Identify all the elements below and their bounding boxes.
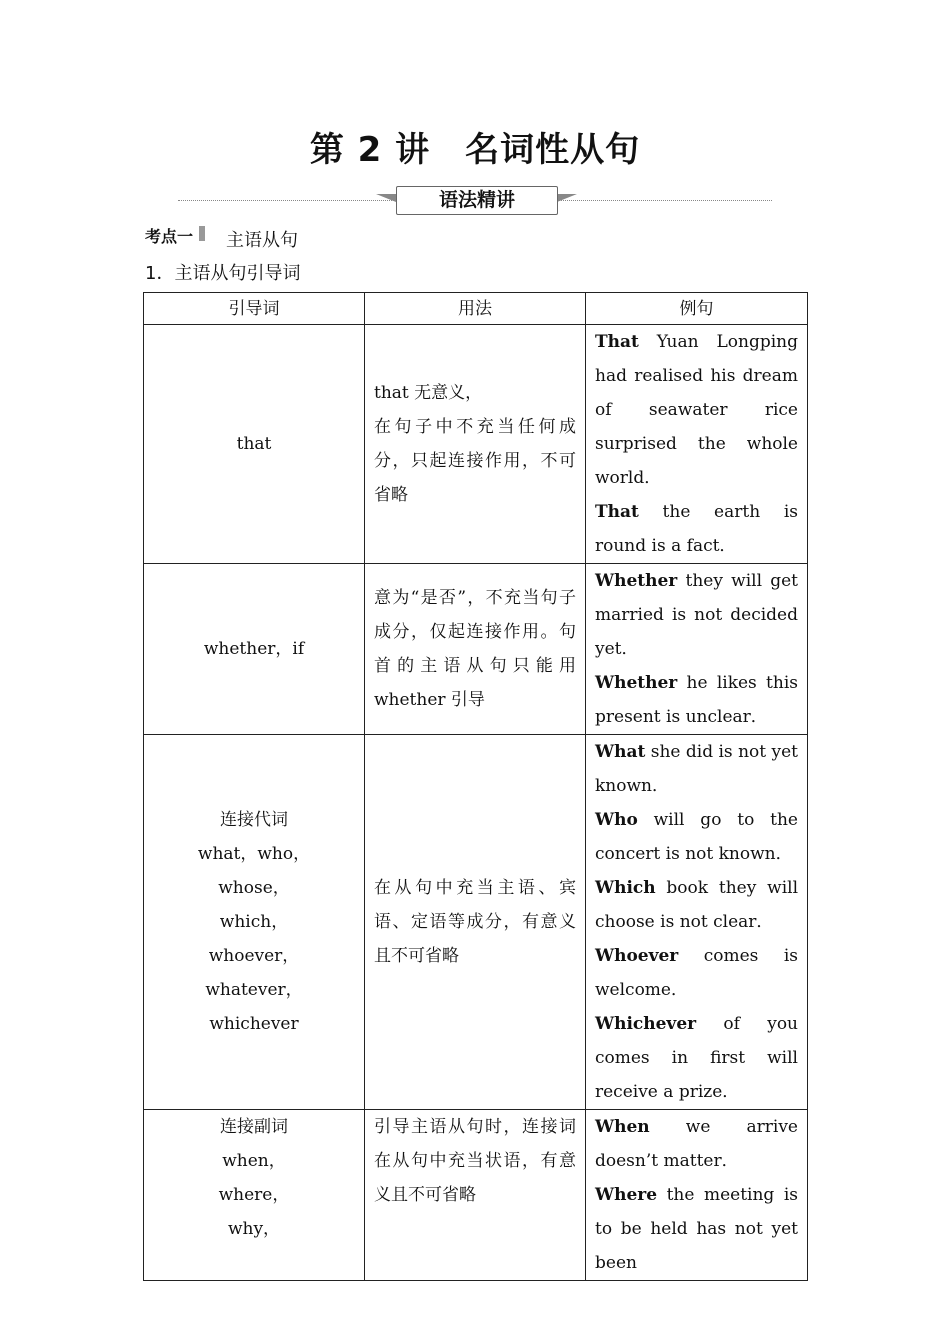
kaodian-marker	[199, 226, 205, 241]
usage-text: 在从句中充当主语、宾语、定语等成分，有意义且不可省略	[374, 878, 576, 966]
example-sentence	[595, 735, 798, 803]
example-keyword: Where	[595, 1185, 658, 1205]
example-keyword: Which	[595, 878, 656, 898]
example-rest: comes is welcome．	[595, 946, 798, 1000]
grammar-table	[143, 292, 808, 1281]
header-cell: 例句	[586, 293, 808, 325]
example-keyword: Whichever	[595, 1014, 697, 1034]
example-rest: we arrive doesn’t matter．	[595, 1117, 798, 1171]
connector-word: whose，	[218, 878, 290, 898]
example-sentence	[595, 495, 798, 563]
connector-cell	[144, 325, 365, 564]
section-banner	[178, 186, 772, 216]
banner-label: 语法精讲	[396, 186, 558, 215]
subheading: 1．主语从句引导词	[145, 263, 301, 284]
example-keyword: Whether	[595, 571, 678, 591]
usage-cell	[365, 735, 586, 1110]
example-keyword: When	[595, 1117, 650, 1137]
example-rest: she did is not yet known．	[595, 742, 798, 796]
example-sentence	[595, 1178, 798, 1280]
usage-cell	[365, 1110, 586, 1281]
example-cell	[586, 325, 808, 564]
connector-cell	[144, 735, 365, 1110]
usage-text: 引导主语从句时，连接词在从句中充当状语，有意义且不可省略	[374, 1117, 576, 1205]
example-rest: will go to the concert is not known．	[595, 810, 798, 864]
example-keyword: What	[595, 742, 646, 762]
example-sentence	[595, 871, 798, 939]
connector-word: that	[236, 434, 272, 454]
example-cell	[586, 564, 808, 735]
connector-word: whatever，	[205, 980, 303, 1000]
example-keyword: That	[595, 332, 639, 352]
header-cell: 引导词	[144, 293, 365, 325]
example-sentence	[595, 666, 798, 734]
connector-word: when，	[222, 1151, 286, 1171]
example-keyword: Who	[595, 810, 638, 830]
table-row	[144, 735, 808, 1110]
example-sentence	[595, 803, 798, 871]
connector-word: where，	[218, 1185, 290, 1205]
example-cell	[586, 735, 808, 1110]
example-sentence	[595, 1007, 798, 1109]
connector-word: what，who，	[197, 844, 311, 864]
example-rest: the meeting is to be held has not yet been	[595, 1185, 798, 1273]
example-cell	[586, 1110, 808, 1281]
connector-cell	[144, 1110, 365, 1281]
table-row	[144, 1110, 808, 1281]
example-rest: book they will choose is not clear．	[595, 878, 798, 932]
example-sentence	[595, 564, 798, 666]
usage-text: 意为“是否”，不充当句子成分，仅起连接作用。句首的主语从句只能用 whether 引导	[374, 588, 576, 710]
usage-cell	[365, 564, 586, 735]
connector-word: which，	[219, 912, 289, 932]
connector-word: 连接代词	[220, 810, 288, 830]
kaodian-text: 主语从句	[226, 230, 298, 251]
example-keyword: That	[595, 502, 639, 522]
example-rest: he likes this present is unclear．	[595, 673, 798, 727]
example-sentence	[595, 1110, 798, 1178]
connector-word: 连接副词	[220, 1117, 288, 1137]
example-sentence	[595, 939, 798, 1007]
banner-wing-left	[376, 194, 396, 202]
example-rest: Yuan Longping had realised his dream of seawater rice surprised the whole world．	[595, 332, 798, 488]
example-keyword: Whether	[595, 673, 678, 693]
connector-cell	[144, 564, 365, 735]
example-rest: they will get married is not decided yet．	[595, 571, 798, 659]
example-keyword: Whoever	[595, 946, 679, 966]
kaodian-label: 考点一	[145, 227, 194, 246]
example-rest: the earth is round is a fact．	[595, 502, 798, 556]
table-header-row	[144, 293, 808, 325]
table-row	[144, 564, 808, 735]
connector-word: whichever	[209, 1014, 299, 1034]
header-cell: 用法	[365, 293, 586, 325]
connector-word: whoever，	[208, 946, 300, 966]
connector-word: whether，if	[203, 639, 305, 659]
usage-cell	[365, 325, 586, 564]
connector-word: why，	[227, 1219, 281, 1239]
banner-wing-right	[557, 194, 577, 202]
page-title: 第 2 讲 名词性从句	[309, 130, 641, 170]
usage-text: that 无意义， 在句子中不充当任何成分，只起连接作用，不可省略	[374, 383, 576, 505]
table-row	[144, 325, 808, 564]
example-sentence	[595, 325, 798, 495]
example-rest: of you comes in first will receive a prize．	[595, 1014, 798, 1102]
